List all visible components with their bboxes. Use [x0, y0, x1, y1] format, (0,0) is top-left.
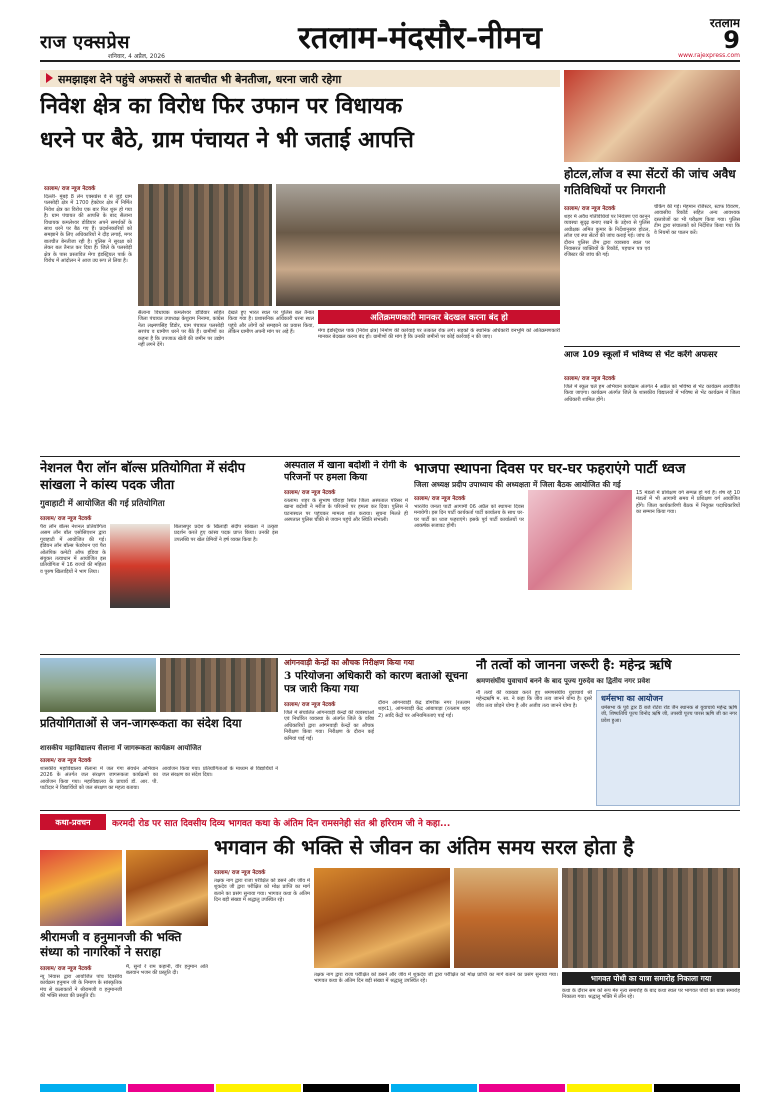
bjp-body-2: 15 मंडलों में प्रशिक्षण वर्ग सम्पन्न हो गये है। शेष रहे 10 मंडलों में भी आगामी समय में प्रशिक्षण वर्ग आयोजित होंगे। जिला कार्यकारिणी बैठक में नियुक्त पदाधिकारियों का सम्मान किया गया।: [636, 490, 740, 516]
katha-photo-1: [314, 868, 450, 968]
lead-caption-body: मेगा इंडस्ट्रियल पार्क (निवेश क्षेत्र) निर्माण की कार्रवाई पर तत्काल रोक लगे। सड़कों के स्थानिक अधिकारी वनभूमि को अतिक्रमणकारी मानकर बेदखल करना बंद हो। ग्रामीणों की मांग है कि उनकी जमीनों पर कोई कार्रवाई न की जाए।: [318, 328, 560, 341]
hotel-body-2: चेकिंग की गई। मेहमान रजिस्टर, स्टाफ विवरण, आवासीय रिकॉर्ड सहित अन्य आवश्यक दस्तावेजों का भी परीक्षण किया गया। पुलिस टीम द्वारा संचालकों को निर्देशित किया गया कि वे नियमों का पालन करें।: [654, 204, 740, 236]
competition-story: [40, 658, 278, 808]
lawn-body-2: बिलासपुर प्रदेश के खिलाड़ी संदीप सांखला ने उत्कृष्ट प्रदर्शन करते हुए कांस्य पदक प्राप्त किया। उनकी इस उपलब्धि पर खेल प्रेमियों ने हर्ष व्यक्त किया है।: [174, 524, 278, 543]
bjp-headline: भाजपा स्थापना दिवस पर घर-घर फहराएंगे पार्टी ध्वज: [414, 461, 686, 477]
section-title: रतलाम-मंदसौर-नीमच: [298, 20, 542, 56]
katha-caption-body: कथा के दौरान सम को रूप मेरु नृत्य समारोह के बाद कथा स्थल पर भागवत पोथी का यात्रा समारोह निकाला गया। श्रद्धालु भक्ति में लीन रहे।: [562, 988, 740, 1001]
katha-photo-2: [454, 868, 558, 968]
bjp-body: भारतीय जनता पार्टी आगामी 06 अप्रैल को स्थापना दिवस मनायेगी। इस दिन पार्टी कार्यकर्ता पार्टी कार्यालय के साथ घर-घर पार्टी का ध्वज फहराएंगे। इसके पूर्व पार्टी कार्यालयों पर आकर्षक सजावट होगी।: [414, 504, 524, 530]
katha-photo-caption: भागवत पोथी का यात्रा समारोह निकाला गया: [562, 972, 740, 985]
lead-kicker-text: समझाइश देने पहुंचे अफसरों से बातचीत भी बेनतीजा, धरना जारी रहेगा: [58, 73, 342, 86]
nine-elements-story: [476, 658, 740, 808]
anganwadi-body: जिले में संचालित आंगनवाड़ी केन्द्रों की व्यवस्थाओं एवं निर्धारित व्यवस्था के अंतर्गत जिले के वरिष्ठ अधिकारियों द्वारा आंगनवाड़ी केन्द्रों का औचक निरीक्षण किया गया। निरीक्षण के दौरान कई कमियां पाई गईं।: [284, 710, 374, 742]
hotel-body: शहर में अवैध गतिविधियों पर नियंत्रण एवं कानून व्यवस्था सुदृढ़ बनाए रखने के उद्देश्य से पुलिस अधीक्षक अमित कुमार के निर्देशानुसार होटल, लॉज एवं स्पा सेंटरों की जांच कराई गई। जांच के दौरान पुलिस टीम द्वारा व्यवसाय स्थल पर निवासरत व्यक्तियों के रिकॉर्ड, पहचान पत्र एवं रजिस्टर की जांच की गई।: [564, 214, 650, 259]
section-divider-3: [40, 810, 740, 811]
lawn-byline: रतलाम/ राज न्यूज नेटवर्क: [40, 516, 92, 522]
bjp-sub: जिला अध्यक्ष प्रदीप उपाध्याय की अध्यक्षता में जिला बैठक आयोजित की गई: [414, 480, 621, 489]
competition-body: शासकीय महाविद्यालय सैलाना में जल गंगा संवर्धन अभियान 2026 के अंतर्गत जल संरक्षण जागरूकता कार्यक्रमों का आयोजन किया गया। महाविद्यालय के प्राचार्य डॉ. आर. पी. पाटीदार ने विद्यार्थियों को जल संरक्षण का महत्व बताया।: [40, 766, 158, 792]
school-headline: आज 109 स्कूलों में भविष्य से भेंट करेंगे अफसर: [564, 350, 718, 360]
dharmasabha-box: [596, 690, 740, 806]
hanuman-story: [40, 832, 208, 1070]
anganwadi-headline: 3 परियोजना अधिकारी को कारण बताओ सूचना पत्र जारी किया गया: [284, 670, 468, 695]
print-color-bar: [40, 1084, 740, 1092]
lead-story: [40, 66, 560, 454]
competition-sub: शासकीय महाविद्यालय सैलाना में जागरूकता कार्यक्रम आयोजित: [40, 744, 202, 752]
lead-photo-left: [138, 184, 272, 306]
lead-body-col3: देखते हुए भारत स्थल पर पुलिस बल तैनात किया गया है। प्रशासनिक अधिकारी धरना स्थल पहुंचे और लोगों को समझाने का प्रयास किया, लेकिन ग्रामीण अपनी मांग पर अड़े हैं।: [228, 310, 314, 336]
hotel-photo: [564, 70, 740, 162]
lead-photo-right: [276, 184, 560, 306]
lead-body-col1: दिल्ली- मुंबई 8 लेन एक्सप्रेस वे से जुड़े ग्राम पलसोड़ी क्षेत्र में 1700 हेक्टेयर क्षेत्र में निर्मित निवेश क्षेत्र का विरोध एक बार फिर शुरू हो गया है। ग्राम पंचायत की आपत्ति के बाद सैलाना विधायक कमलेश्वर डोडियार अपने समर्थकों के साथ धरने पर बैठ गए हैं। प्रदर्शनकारियों को समझाने के लिए अधिकारियों ने दौड़ लगाई, मगर बातचीत बेनतीजा रही है। पुलिस ने सुरक्षा को लेकर बल तैनात कर दिया है। जिले के पलसोड़ी क्षेत्र के पास प्रस्तावित मेगा इंडस्ट्रियल पार्क के विरोध में आंदोलन ने आज उग्र रूप ले लिया है।: [44, 194, 132, 265]
hotel-byline: रतलाम/ राज न्यूज नेटवर्क: [564, 206, 616, 212]
lawn-photo: [110, 524, 170, 608]
section-divider-2: [40, 654, 740, 655]
page-number: 9: [723, 26, 740, 54]
lawn-headline: नेशनल पैरा लॉन बॉल्स प्रतियोगिता में संदीप सांखला ने कांस्य पदक जीता: [40, 461, 246, 493]
nine-sub: श्रमणसंघीय युवाचार्य बनने के बाद पूज्य गुरुदेव का द्वितीय नगर प्रवेश: [476, 677, 651, 685]
competition-headline: प्रतियोगिताओं से जन-जागरूकता का संदेश दिया: [40, 716, 242, 730]
bjp-story: [414, 460, 740, 652]
issue-date: शनिवार, 4 अप्रैल, 2026: [108, 53, 165, 60]
hanuman-photo-1: [40, 850, 122, 926]
bjp-photo: [528, 490, 632, 590]
section-divider-1: [40, 456, 740, 457]
lawn-bowls-story: [40, 460, 278, 652]
anganwadi-kicker: आंगनवाड़ी केन्द्रों का औचक निरीक्षण किया गया: [284, 658, 415, 667]
hotel-story: [564, 66, 740, 344]
city-label: रतलाम: [709, 16, 740, 30]
bjp-byline: रतलाम/ राज न्यूज नेटवर्क: [414, 496, 466, 502]
katha-byline: रतलाम/ राज न्यूज नेटवर्क: [214, 870, 266, 876]
katha-banner: [40, 814, 740, 830]
school-byline: रतलाम/ राज न्यूज नेटवर्क: [564, 376, 616, 382]
competition-body-2: आयोजन किया गया। प्रतियोगिताओं के माध्यम से विद्यार्थियों ने जल संरक्षण का संदेश दिया।: [162, 766, 278, 779]
competition-byline: रतलाम/ राज न्यूज नेटवर्क: [40, 758, 92, 764]
dharmasabha-title: धर्मसभा का आयोजन: [601, 694, 663, 703]
school-story: [564, 346, 740, 450]
hanuman-headline: श्रीरामजी व हनुमानजी की भक्ति संध्या को नागरिकों ने सराहा: [40, 930, 182, 959]
katha-body: तक्षक नाग द्वारा राजा परीक्षित को डसने और जीव में शुकदेव जी द्वारा परीक्षित को मोक्ष प्राप्ति का मार्ग बताने का प्रसंग सुनाया गया। भागवत कथा के अंतिम दिन बड़ी संख्या में श्रद्धालु उपस्थित रहे।: [214, 878, 310, 904]
hospital-byline: रतलाम/ राज न्यूज नेटवर्क: [284, 490, 336, 496]
anganwadi-body-2: दौरान आंगनवाड़ी केंद्र डोंगरीक नगर (रतलाम शहर1), आंगनवाड़ी केंद्र आंबापाड़ा (रतलाम शहर 2) आदि केंद्रों पर अनियमितताएं पाई गईं।: [378, 700, 470, 719]
paper-name: राज एक्सप्रेस: [40, 32, 130, 53]
katha-photo-3: [562, 868, 740, 968]
hanuman-byline: रतलाम/ राज न्यूज नेटवर्क: [40, 966, 92, 972]
competition-photo-2: [160, 658, 278, 712]
lead-kicker: [40, 70, 560, 87]
katha-story: [214, 832, 740, 1070]
nine-body: नौ तत्वों की व्याख्या करते हुए श्रमणसंघीय युवाचार्य श्री महेन्द्रऋषि म. सा. ने कहा कि जीव तत्व जानने योग्य है। दूसरे जीव तत्व छोड़ने योग्य है और अजीव तत्व जानने योग्य है।: [476, 690, 592, 709]
lead-byline: रतलाम/ राज न्यूज नेटवर्क: [44, 186, 96, 192]
masthead-rule: [40, 60, 740, 62]
lead-photo-caption: अतिक्रमणकारी मानकर बेदखल करना बंद हो: [318, 310, 560, 324]
lead-headline-2: धरने पर बैठे, ग्राम पंचायत ने भी जताई आपत्ति: [40, 127, 414, 153]
katha-kicker: करमदी रोड पर सात दिवसीय दिव्य भागवत कथा के अंतिम दिन रामसनेही संत श्री हरिराम जी ने कहा...: [112, 819, 451, 829]
hospital-headline: अस्पताल में खाना बदोशी ने रोगी के परिजनों पर हमला किया: [284, 460, 407, 483]
katha-body-2: तक्षक नाग द्वारा राजा परीक्षित को डसने और जीव में शुकदेव जी द्वारा परीक्षित को मोक्ष प्राप्ति का मार्ग बताने का प्रसंग सुनाया गया। भागवत कथा के अंतिम दिन बड़ी संख्या में श्रद्धालु उपस्थित रहे।: [314, 972, 558, 985]
hospital-body: रतलाम। शहर के सुभाष चौराहा स्थित जिला अस्पताल परिसर में खाना बदोशी ने मरीज के परिजनों पर हमला कर दिया। पुलिस ने घटनास्थल पर पहुंचकर मामला शांत कराया। सूचना मिलते ही अस्पताल पुलिस चौकी से जवान पहुंचे और स्थिति संभाली।: [284, 498, 408, 524]
hanuman-photo-2: [126, 850, 208, 926]
hospital-story: [284, 460, 408, 652]
anganwadi-story: [284, 658, 470, 808]
lead-headline-1: निवेश क्षेत्र का विरोध फिर उफान पर विधायक: [40, 93, 403, 119]
masthead: [0, 0, 778, 62]
lawn-body: पैरा लॉन बॉल्स नेशनल प्रतियोगिता असम लॉन बॉल एसोसिएशन द्वारा गुवाहाटी में आयोजित की गई। इंडियन लॉन बॉल्स फेडरेशन एवं पैरा ओलंपिक कमेटी ऑफ इंडिया के संयुक्त तत्वाधान में आयोजित इस प्रतियोगिता में 16 राज्यों की महिला व पुरुष खिलाड़ियों ने भाग लिया।: [40, 524, 106, 575]
hotel-headline: होटल,लॉज व स्पा सेंटरों की जांच अवैध गतिविधियों पर निगरानी: [564, 167, 736, 197]
hanuman-body-2: मैं, सुनो रे राम कहानी, वीर हनुमान अति बलवान भजन की प्रस्तुति दी।: [126, 964, 208, 977]
school-rule: [564, 346, 740, 347]
lead-body-col2: सैलाना विधायक कमलेश्वर डोडियार सहित जिला पंचायत उपाध्यक्ष केशुराम निनामा, कांग्रेस नेता लक्ष्मणसिंह डिंडोर, ग्राम पंचायत पलसोड़ी सरपंच व ग्रामीण धरने पर बैठे हैं। ग्रामीणों का कहना है कि उपजाऊ खेती की जमीन पर उद्योग नहीं लगने देंगे।: [138, 310, 224, 349]
nine-headline: नौ तत्वों को जानना जरूरी है: महेन्द्र ऋषि: [476, 658, 672, 673]
katha-headline: भगवान की भक्ति से जीवन का अंतिम समय सरल होता है: [214, 835, 634, 859]
website: www.rajexpress.com: [678, 52, 740, 59]
competition-photo-1: [40, 658, 156, 712]
hanuman-body: न्यू निवास द्वारा आयोजित पांच दिवसीय कार्यक्रम हनुमान जी के निमाण के सांस्कृतिक मंच से कलाकारों ने श्रीरामजी व हनुमानजी की भक्ति संध्या की प्रस्तुति दी।: [40, 974, 122, 1000]
dharmasabha-body: धर्मसभा के पूर्व द्वार 8 बजे रोटेरा रोड जैन स्थानक से युवाचार्य महेन्द्र ऋषि जी, शिष्यतिथि पूज्य विनोद ऋषि जी, तपस्वी पूज्य पारस ऋषि जी का नगर प्रवेश हुआ।: [601, 705, 737, 724]
anganwadi-byline: रतलाम/ राज न्यूज नेटवर्क: [284, 702, 336, 708]
lawn-sub: गुवाहाटी में आयोजित की गई प्रतियोगिता: [40, 499, 165, 509]
kicker-arrow-icon: [46, 73, 53, 83]
school-body: जिले में स्कूल चलें हम अभियान कार्यक्रम अंतर्गत 4 अप्रैल को भविष्य से भेंट कार्यक्रम आयोजित किया जाएगा। कार्यक्रम अंतर्गत जिले के शासकीय विद्यालयों में भविष्य से भेंट कार्यक्रम में जिला अधिकारी शामिल होंगे।: [564, 384, 740, 403]
katha-tag: कथा-प्रवचन: [40, 814, 106, 830]
